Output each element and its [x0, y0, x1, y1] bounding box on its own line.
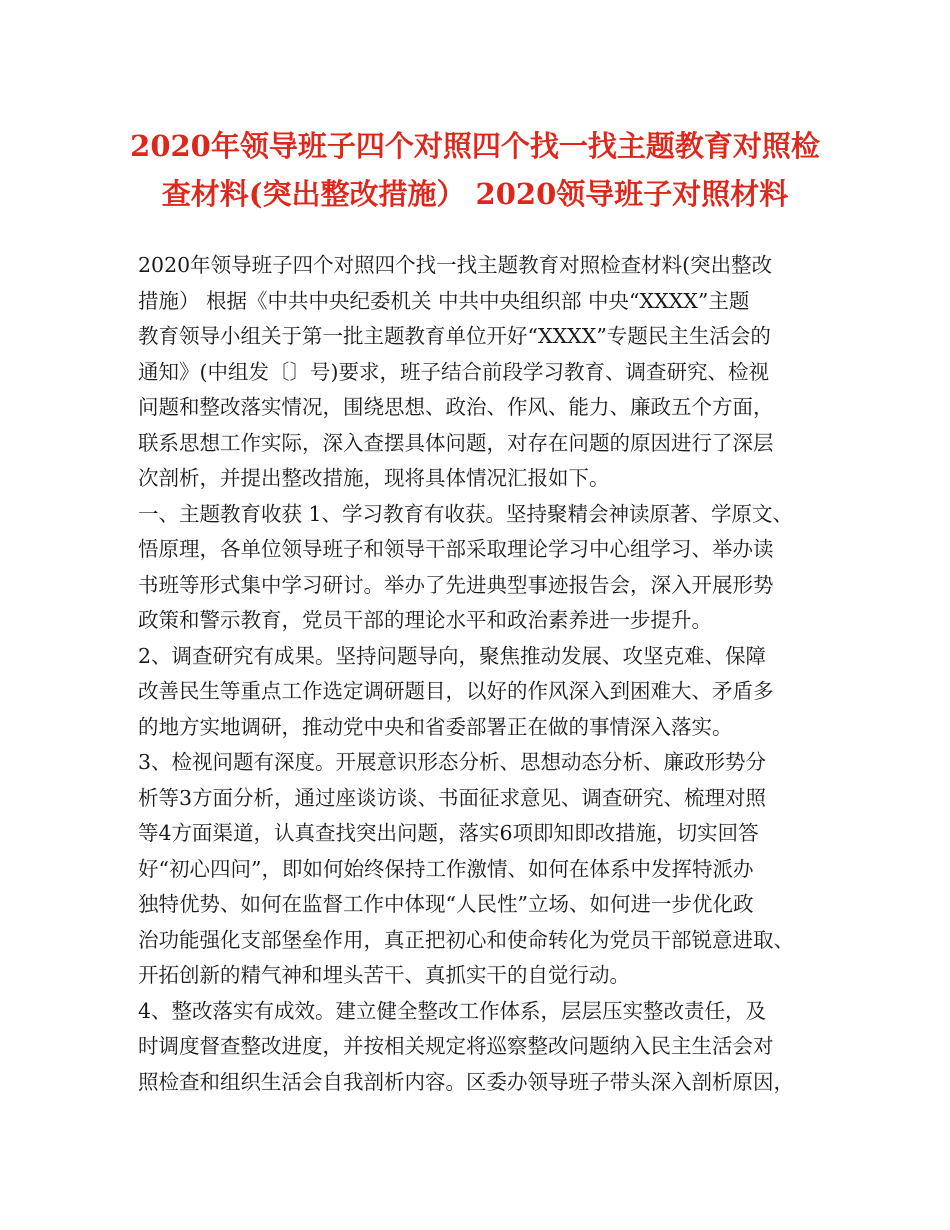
body-line: 4、整改落实有成效。建立健全整改工作体系，层层压实整改责任，及 [138, 998, 767, 1023]
body-line: 照检查和组织生活会自我剖析内容。区委办领导班子带头深入剖析原因， [138, 1069, 794, 1094]
body-line: 悟原理，各单位领导班子和领导干部采取理论学习中心组学习、举办读 [138, 537, 774, 561]
body-line: 等4方面渠道，认真查找突出问题，落实6项即知即改措施，切实回答 [138, 821, 759, 845]
body-line: 措施） 根据《中共中央纪委机关 中共中央组织部 中央“XXXX”主题 [138, 288, 750, 313]
body-line: 书班等形式集中学习研讨。举办了先进典型事迹报告会，深入开展形势 [138, 572, 774, 597]
body-line: 次剖析，并提出整改措施，现将具体情况汇报如下。 [138, 466, 610, 490]
body-line: 2、调查研究有成果。坚持问题导向，聚焦推动发展、攻坚克难、保障 [138, 643, 767, 668]
body-line: 改善民生等重点工作选定调研题目，以好的作风深入到困难大、矛盾多 [138, 679, 774, 703]
body-line: 通知》(中组发〔〕号)要求，班子结合前段学习教育、调查研究、检视 [138, 359, 769, 384]
title-line-1: 2020年领导班子四个对照四个找一找主题教育对照检 [130, 129, 820, 163]
body-line: 时调度督查整改进度，并按相关规定将巡察整改问题纳入民主生活会对 [138, 1034, 774, 1058]
body-line: 好“初心四问”，即如何始终保持工作激情、如何在体系中发挥特派办 [138, 856, 754, 881]
body-line: 问题和整改落实情况，围绕思想、政治、作风、能力、廉政五个方面， [138, 395, 774, 419]
body-line: 一、主题教育收获 1、学习教育有收获。坚持聚精会神读原著、学原文、 [138, 501, 794, 526]
body-line: 联系思想工作实际，深入查摆具体问题，对存在问题的原因进行了深层 [138, 430, 774, 455]
document-body [138, 248, 828, 1100]
body-line: 教育领导小组关于第一批主题教育单位开好“XXXX”专题民主生活会的 [138, 324, 771, 348]
body-line: 2020年领导班子四个对照四个找一找主题教育对照检查材料(突出整改 [138, 253, 773, 277]
document-title [100, 122, 850, 218]
body-line: 3、检视问题有深度。开展意识形态分析、思想动态分析、廉政形势分 [138, 750, 767, 774]
body-line: 独特优势、如何在监督工作中体现“人民性”立场、如何进一步优化政 [138, 892, 754, 916]
title-line-2: 查材料(突出整改措施） 2020领导班子对照材料 [161, 177, 789, 211]
body-line: 开拓创新的精气神和埋头苦干、真抓实干的自觉行动。 [138, 963, 630, 987]
body-line: 治功能强化支部堡垒作用，真正把初心和使命转化为党员干部锐意进取、 [138, 927, 794, 952]
body-line: 的地方实地调研，推动党中央和省委部署正在做的事情深入落实。 [138, 714, 733, 739]
body-line: 析等3方面分析，通过座谈访谈、书面征求意见、调查研究、梳理对照 [138, 785, 767, 810]
body-line: 政策和警示教育，党员干部的理论水平和政治素养进一步提升。 [138, 608, 712, 632]
